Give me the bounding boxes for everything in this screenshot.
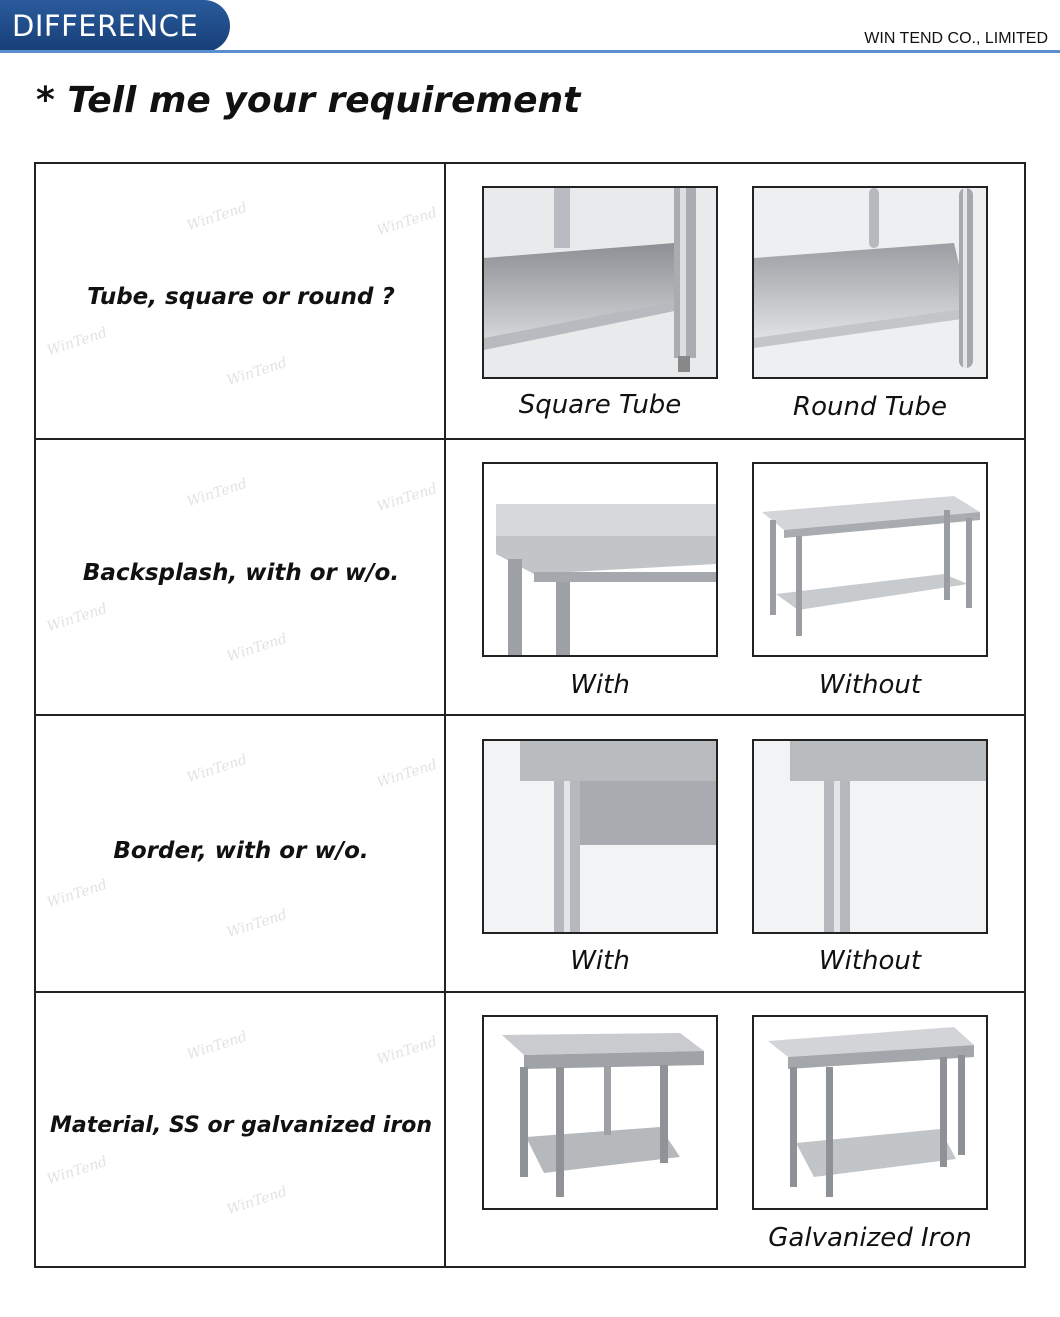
question-label: Backsplash, with or w/o. xyxy=(82,560,400,586)
watermark: WinTend xyxy=(375,480,440,516)
galvanized-iron-table-photo xyxy=(752,1015,988,1210)
watermark: WinTend xyxy=(375,756,440,792)
requirements-table xyxy=(34,162,1026,1268)
watermark: WinTend xyxy=(185,199,250,235)
backsplash-without-photo xyxy=(752,462,988,657)
watermark: WinTend xyxy=(45,876,110,912)
question-label: Tube, square or round ? xyxy=(87,284,395,310)
round-tube-photo xyxy=(752,186,988,379)
option-caption: Galvanized Iron xyxy=(768,1223,972,1253)
question-cell xyxy=(36,716,446,991)
option-caption: With xyxy=(570,946,630,976)
page-title: * Tell me your requirement xyxy=(36,80,581,121)
option-caption: Round Tube xyxy=(793,392,947,422)
backsplash-with-photo xyxy=(482,462,718,657)
question-label: Border, with or w/o. xyxy=(113,838,369,864)
table-row xyxy=(36,440,1024,716)
option-caption: Without xyxy=(818,946,922,976)
question-cell xyxy=(36,993,446,1266)
option-caption: Without xyxy=(818,670,922,700)
question-cell xyxy=(36,440,446,714)
table-row xyxy=(36,164,1024,440)
watermark: WinTend xyxy=(375,1033,440,1069)
watermark: WinTend xyxy=(185,1028,250,1064)
watermark: WinTend xyxy=(375,204,440,240)
company-name: WIN TEND CO., LIMITED xyxy=(864,30,1048,47)
watermark: WinTend xyxy=(225,1183,290,1219)
option-caption: Square Tube xyxy=(518,390,682,420)
watermark: WinTend xyxy=(225,354,290,390)
table-row xyxy=(36,993,1024,1266)
border-without-photo xyxy=(752,739,988,934)
watermark: WinTend xyxy=(185,475,250,511)
section-tab: DIFFERENCE xyxy=(0,0,230,52)
header-rule xyxy=(0,50,1060,53)
table-row xyxy=(36,716,1024,993)
watermark: WinTend xyxy=(185,751,250,787)
watermark: WinTend xyxy=(45,1153,110,1189)
watermark: WinTend xyxy=(225,630,290,666)
watermark: WinTend xyxy=(45,324,110,360)
watermark: WinTend xyxy=(45,600,110,636)
question-label: Material, SS or galvanized iron xyxy=(50,1113,432,1138)
question-cell xyxy=(36,164,446,438)
stainless-steel-table-photo xyxy=(482,1015,718,1210)
watermark: WinTend xyxy=(225,906,290,942)
border-with-photo xyxy=(482,739,718,934)
square-tube-photo xyxy=(482,186,718,379)
option-caption: With xyxy=(570,670,630,700)
